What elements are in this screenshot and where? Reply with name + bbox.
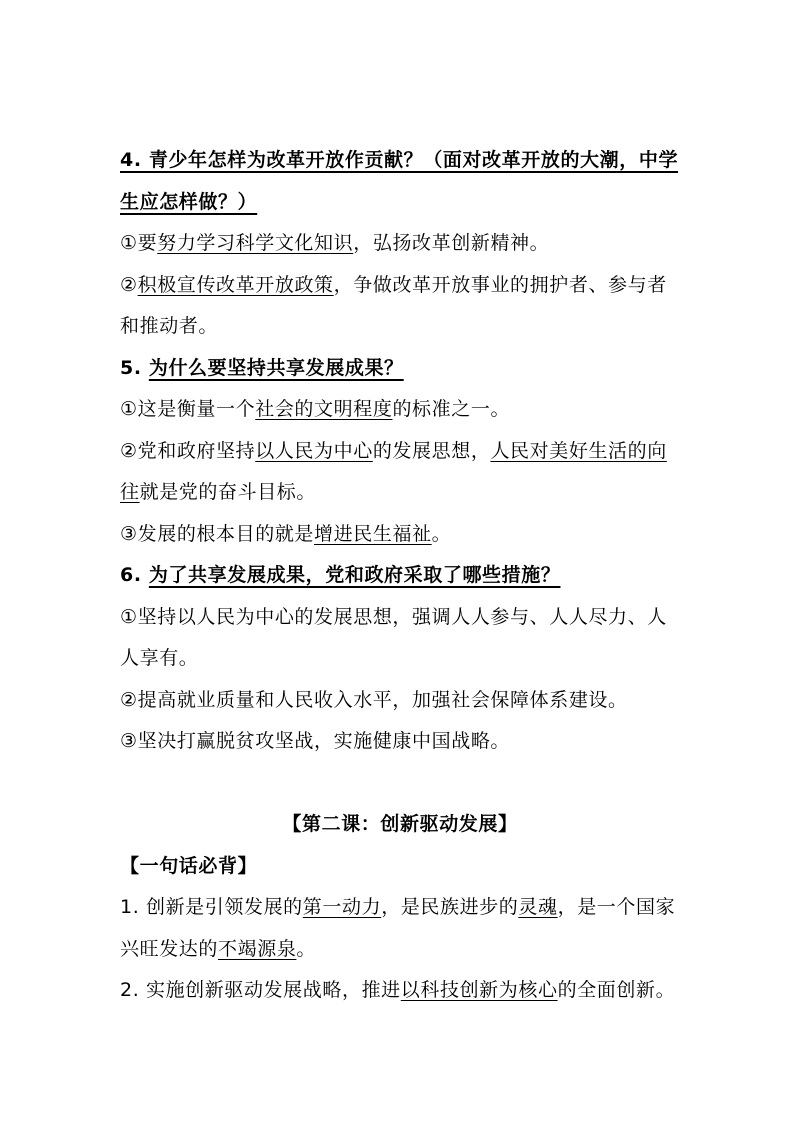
point-1-cont: 兴旺发达的不竭源泉。 xyxy=(120,937,317,960)
question-5-answer-3: ③发展的根本目的就是增进民生福祉。 xyxy=(120,522,452,545)
question-5-answer-1: ①这是衡量一个社会的文明程度的标准之一。 xyxy=(120,398,511,420)
key-phrase: 人民对美好生活的向 xyxy=(490,439,667,462)
question-4-answer-2-cont: 和推动者。 xyxy=(120,315,219,337)
question-6-answer-1: ①坚持以人民为中心的发展思想，强调人人参与、人人尽力、人 xyxy=(120,605,667,628)
key-phrase: 增进民生福祉 xyxy=(314,522,432,545)
document-page xyxy=(120,140,680,1012)
question-4-answer-2: ②积极宣传改革开放政策，争做改革开放事业的拥护者、参与者 xyxy=(120,273,667,296)
section-heading: 【一句话必背】 xyxy=(120,854,258,877)
question-5-heading: 5. 为什么要坚持共享发展成果？ xyxy=(120,356,404,379)
key-phrase: 努力学习科学文化知识 xyxy=(157,232,354,254)
question-4-heading-line-2: 生应怎样做？） xyxy=(120,190,258,213)
lesson-title: 【第二课：创新驱动发展】 xyxy=(282,813,518,835)
key-phrase: 第一动力 xyxy=(302,896,382,918)
question-6-answer-3: ③坚决打赢脱贫攻坚战，实施健康中国战略。 xyxy=(120,730,511,752)
question-4-heading-line-1: 4. 青少年怎样为改革开放作贡献？（面对改革开放的大潮，中学 xyxy=(120,149,679,171)
key-phrase: 以人民为中心 xyxy=(255,439,373,462)
point-1: 1. 创新是引领发展的第一动力，是民族进步的灵魂，是一个国家 xyxy=(120,896,676,918)
question-5-answer-2: ②党和政府坚持以人民为中心的发展思想，人民对美好生活的向 xyxy=(120,439,667,462)
question-6-answer-2: ②提高就业质量和人民收入水平，加强社会保障体系建设。 xyxy=(120,688,628,711)
question-6-heading: 6. 为了共享发展成果，党和政府采取了哪些措施？ xyxy=(120,564,561,586)
key-phrase: 往 xyxy=(120,481,140,503)
key-phrase: 积极宣传改革开放政策 xyxy=(137,273,334,296)
key-phrase: 不竭源泉 xyxy=(218,937,297,960)
spacer xyxy=(120,763,680,805)
key-phrase: 社会的文明程度 xyxy=(255,398,393,420)
question-6-answer-1-cont: 人享有。 xyxy=(120,647,199,669)
question-4-answer-1: ①要努力学习科学文化知识，弘扬改革创新精神。 xyxy=(120,232,550,254)
question-5-answer-2-cont: 往就是党的奋斗目标。 xyxy=(120,481,317,503)
key-phrase: 灵魂 xyxy=(518,896,558,918)
key-phrase: 以科技创新为核心 xyxy=(400,979,558,1001)
point-2: 2. 实施创新驱动发展战略，推进以科技创新为核心的全面创新。 xyxy=(120,979,676,1001)
